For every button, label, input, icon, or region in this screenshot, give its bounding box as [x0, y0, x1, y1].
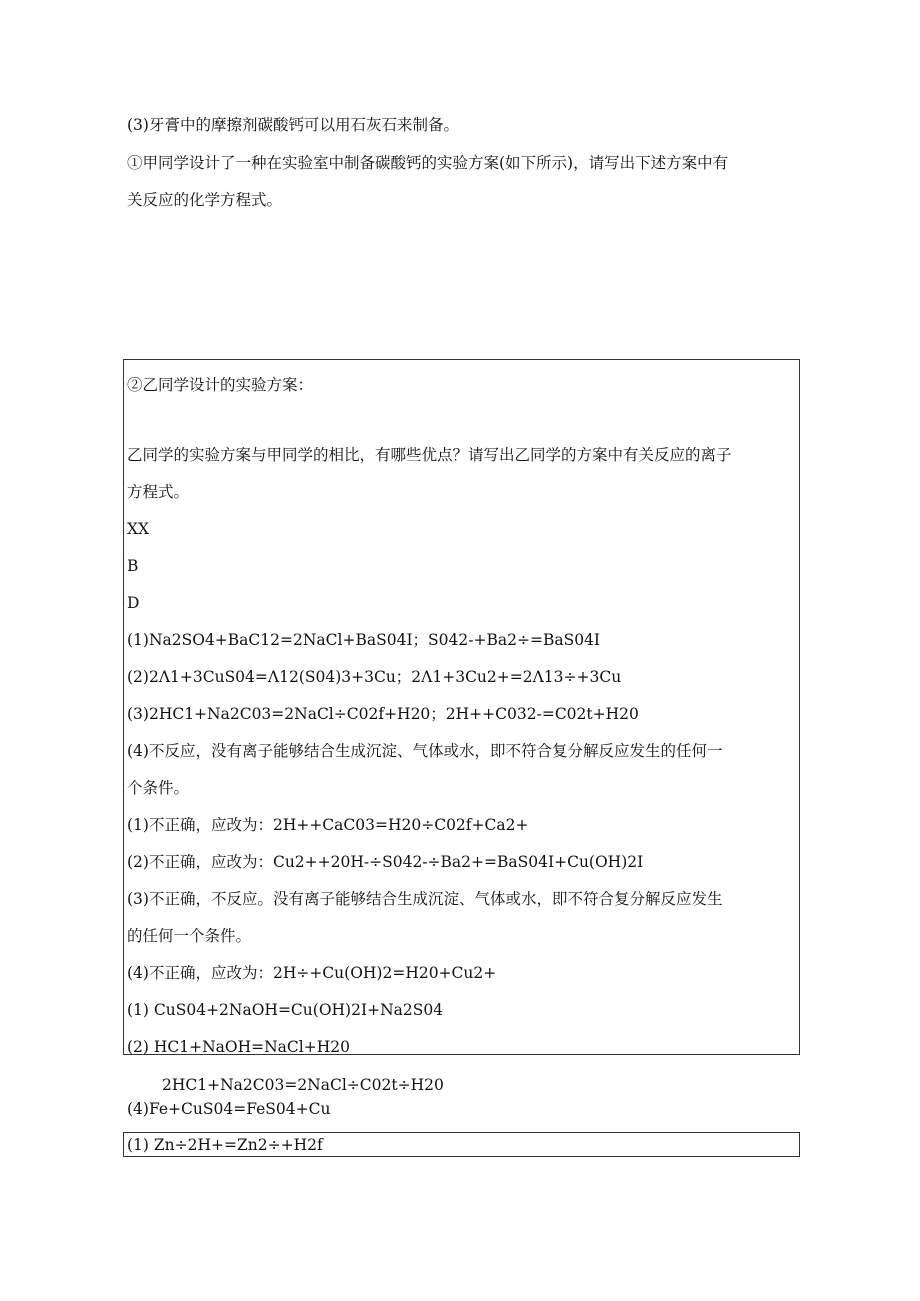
intro-line-2: ①甲同学设计了一种在实验室中制备碳酸钙的实验方案(如下所示)，请写出下述方案中有 [127, 154, 729, 172]
box1-line-13: (2)不正确，应改为：Cu2++20H-÷S042-÷Ba2+=BaS04I+Cu(OH)2I [127, 853, 644, 871]
box1-line-8: (2)2Λ1+3CuS04=Λ12(S04)3+3Cu；2Λ1+3Cu2+=2Λ13÷+3Cu [127, 668, 622, 686]
box1-line-10: (4)不反应，没有离子能够结合生成沉淀、气体或水，即不符合复分解反应发生的任何一 [127, 742, 723, 760]
box1-line-5: B [127, 557, 139, 575]
between-line-1: 2HC1+Na2C03=2NaCl÷C02t÷H20 [162, 1076, 444, 1094]
box2-line-1: (1) Zn÷2H+=Zn2÷+H2f [127, 1136, 323, 1154]
intro-line-3: 关反应的化学方程式。 [127, 191, 283, 209]
box1-line-18: (2) HC1+NaOH=NaCl+H20 [127, 1038, 350, 1056]
box1-line-6: D [127, 594, 140, 612]
box1-line-7: (1)Na2SO4+BaC12=2NaCl+BaS04I；S042-+Ba2÷=BaS04I [127, 631, 601, 649]
box1-line-17: (1) CuS04+2NaOH=Cu(OH)2I+Na2S04 [127, 1001, 444, 1019]
box1-line-2: 乙同学的实验方案与甲同学的相比，有哪些优点？请写出乙同学的方案中有关反应的离子 [127, 446, 732, 464]
box1-line-4: XX [127, 520, 150, 538]
box1-line-9: (3)2HC1+Na2C03=2NaCl÷C02f+H20；2H++C032-=C02t+H20 [127, 705, 639, 723]
box1-line-12: (1)不正确，应改为：2H++CaC03=H20÷C02f+Ca2+ [127, 816, 529, 834]
box1-line-14: (3)不正确，不反应。没有离子能够结合生成沉淀、气体或水，即不符合复分解反应发生 [127, 890, 723, 908]
box1-line-1: ②乙同学设计的实验方案： [127, 376, 314, 394]
box1-line-3: 方程式。 [127, 483, 190, 501]
box1-line-11: 个条件。 [127, 779, 190, 797]
box1-line-16: (4)不正确，应改为：2H÷+Cu(OH)2=H20+Cu2+ [127, 964, 497, 982]
intro-line-1: (3)牙膏中的摩擦剂碳酸钙可以用石灰石来制备。 [127, 116, 459, 134]
between-line-2: (4)Fe+CuS04=FeS04+Cu [127, 1100, 331, 1118]
box1-line-15: 的任何一个条件。 [127, 927, 252, 945]
